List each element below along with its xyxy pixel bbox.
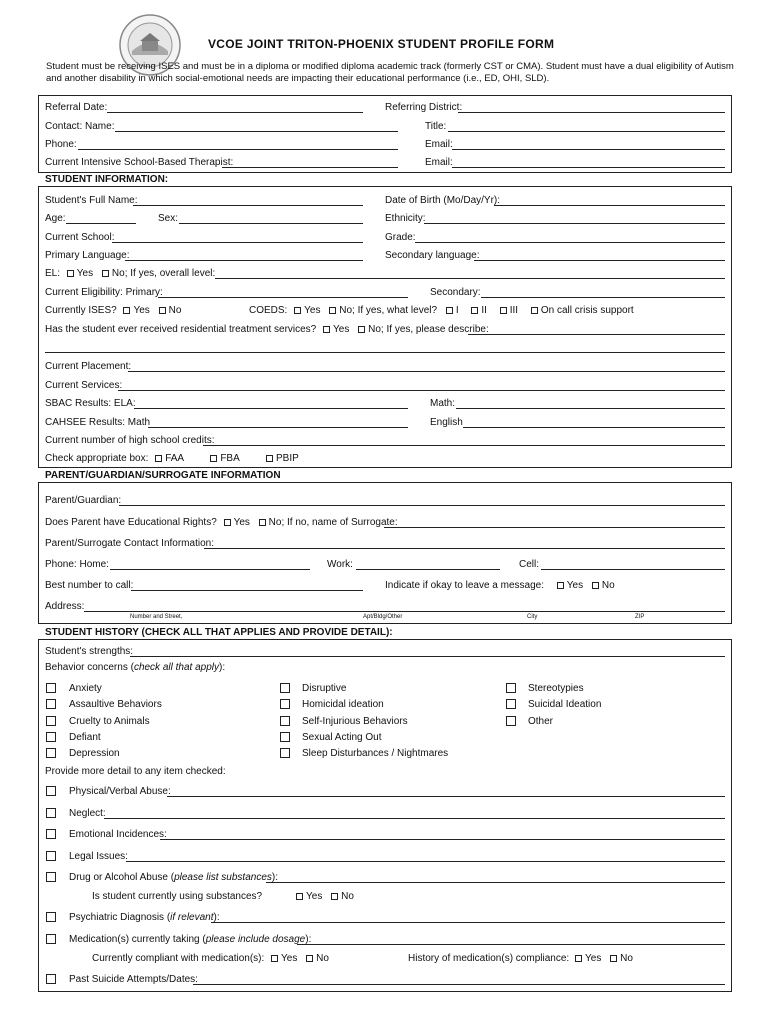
parent-guardian-field[interactable] xyxy=(119,505,725,506)
history-compliance-options xyxy=(575,953,633,965)
leave-message-yes-label: Yes xyxy=(566,580,584,591)
sleep-disturbances-label: Sleep Disturbances / Nightmares xyxy=(302,748,449,759)
suicidal-ideation-checkbox[interactable] xyxy=(506,699,516,709)
other-label: Other xyxy=(528,716,554,727)
cahsee-english-label: English xyxy=(430,417,463,428)
cell-field[interactable] xyxy=(541,569,725,570)
physical-abuse-field[interactable] xyxy=(167,796,725,797)
parent-guardian-label: Parent/Guardian: xyxy=(45,495,122,506)
sexual-acting-out-checkbox[interactable] xyxy=(280,732,290,742)
history-compliance-no-label: No xyxy=(620,953,633,964)
sex-label: Sex: xyxy=(158,213,179,224)
dob-field[interactable] xyxy=(494,205,725,206)
phone-field[interactable] xyxy=(78,149,398,150)
email-field-2[interactable] xyxy=(452,167,725,168)
other-checkbox[interactable] xyxy=(506,716,516,726)
age-label: Age: xyxy=(45,213,66,224)
cruelty-label: Cruelty to Animals xyxy=(69,716,150,727)
coeds-row xyxy=(249,305,634,317)
med-suffix: ): xyxy=(305,934,312,945)
past-suicide-field[interactable] xyxy=(193,984,725,985)
age-field[interactable] xyxy=(66,223,136,224)
therapist-label: Current Intensive School-Based Therapist: xyxy=(45,157,234,168)
residential-no-label: No; If yes, please describe: xyxy=(368,324,489,335)
leave-message-label: Indicate if okay to leave a message: xyxy=(385,580,544,591)
full-name-label: Student's Full Name: xyxy=(45,195,138,206)
leave-message-no-checkbox[interactable] xyxy=(592,582,599,589)
residential-yes-checkbox[interactable] xyxy=(323,326,330,333)
behavior-italic: check all that apply xyxy=(133,662,219,673)
referring-district-field[interactable] xyxy=(458,112,725,113)
el-no-checkbox[interactable] xyxy=(102,270,109,277)
physical-abuse-label: Physical/Verbal Abuse: xyxy=(69,786,171,797)
compliant-label: Currently compliant with medication(s): xyxy=(92,953,265,964)
medication-checkbox[interactable] xyxy=(46,934,56,944)
sbac-ela-field[interactable] xyxy=(134,408,408,409)
contact-title-label: Title: xyxy=(425,121,447,132)
legal-label: Legal Issues: xyxy=(69,851,128,862)
med-prefix: Medication(s) currently taking ( xyxy=(69,934,206,945)
current-placement-field[interactable] xyxy=(128,371,725,372)
parent-box xyxy=(38,482,732,624)
grade-field[interactable] xyxy=(415,242,725,243)
residential-row xyxy=(45,324,489,336)
fba-checkbox[interactable] xyxy=(210,455,217,462)
assaultive-label: Assaultive Behaviors xyxy=(69,699,162,710)
faa-checkbox[interactable] xyxy=(155,455,162,462)
address-zip-caption: ZIP xyxy=(635,614,645,620)
using-substances-no-label: No xyxy=(341,891,354,902)
form-intro: Student must be receiving ISES and must be in a diploma or modified diploma academic track (formerly CST or CMA). Student must have a dual eligibility of Autism and another disability in which social-emotional needs are impacting their educational performance (i.e., ED, OHI, SLD). xyxy=(46,61,734,84)
on-call-checkbox[interactable] xyxy=(531,307,538,314)
self-injurious-label: Self-Injurious Behaviors xyxy=(302,716,408,727)
legal-field[interactable] xyxy=(126,861,725,862)
sex-field[interactable] xyxy=(179,223,363,224)
contact-title-field[interactable] xyxy=(448,131,725,132)
secondary-language-label: Secondary language: xyxy=(385,250,480,261)
stereotypies-checkbox[interactable] xyxy=(506,683,516,693)
cruelty-checkbox[interactable] xyxy=(46,716,56,726)
on-call-label: On call crisis support xyxy=(540,305,634,316)
credits-field[interactable] xyxy=(203,445,725,446)
el-no-label: No; If yes, overall level: xyxy=(111,268,216,279)
emotional-label: Emotional Incidences: xyxy=(69,829,167,840)
address-field[interactable] xyxy=(84,611,725,612)
referral-date-label: Referral Date: xyxy=(45,102,108,113)
current-services-field[interactable] xyxy=(118,390,725,391)
contact-name-label: Contact: Name: xyxy=(45,121,115,132)
psych-suffix: ): xyxy=(213,912,220,923)
credits-label: Current number of high school credits: xyxy=(45,435,215,446)
ethnicity-field[interactable] xyxy=(424,223,725,224)
drug-field[interactable] xyxy=(266,882,725,883)
edu-rights-yes-checkbox[interactable] xyxy=(224,519,231,526)
psych-diagnosis-label xyxy=(69,912,220,924)
contact-info-label: Parent/Surrogate Contact Information: xyxy=(45,538,214,549)
defiant-label: Defiant xyxy=(69,732,101,743)
psych-prefix: Psychiatric Diagnosis ( xyxy=(69,912,171,923)
level-iii-checkbox[interactable] xyxy=(500,307,507,314)
assaultive-checkbox[interactable] xyxy=(46,699,56,709)
behavior-prefix: Behavior concerns ( xyxy=(45,662,134,673)
drug-italic: please list substances xyxy=(174,872,272,883)
coeds-yes-label: Yes xyxy=(304,305,321,316)
using-substances-options xyxy=(296,891,354,903)
currently-ises-label: Currently ISES? xyxy=(45,305,117,316)
drug-suffix: ): xyxy=(271,872,279,883)
history-compliance-label: History of medication(s) compliance: xyxy=(408,953,570,964)
residential-no-checkbox[interactable] xyxy=(358,326,365,333)
history-compliance-yes-label: Yes xyxy=(585,953,602,964)
coeds-no-label: No; If yes, what level? xyxy=(339,305,438,316)
primary-language-label: Primary Language: xyxy=(45,250,130,261)
using-substances-label: Is student currently using substances? xyxy=(92,891,263,902)
sbac-math-field[interactable] xyxy=(456,408,725,409)
el-row xyxy=(45,268,215,280)
work-field[interactable] xyxy=(356,569,500,570)
history-compliance-yes-checkbox[interactable] xyxy=(575,955,582,962)
homicidal-label: Homicidal ideation xyxy=(302,699,384,710)
neglect-field[interactable] xyxy=(104,818,725,819)
parent-header: PARENT/GUARDIAN/SURROGATE INFORMATION xyxy=(45,470,281,481)
self-injurious-checkbox[interactable] xyxy=(280,716,290,726)
drug-checkbox[interactable] xyxy=(46,872,56,882)
med-italic: please include dosage xyxy=(205,934,306,945)
cahsee-math-field[interactable] xyxy=(148,427,408,428)
cahsee-label: CAHSEE Results: Math xyxy=(45,417,151,428)
contact-name-field[interactable] xyxy=(115,131,398,132)
check-box-row xyxy=(45,453,299,465)
ethnicity-label: Ethnicity: xyxy=(385,213,426,224)
neglect-checkbox[interactable] xyxy=(46,808,56,818)
edu-rights-no-checkbox[interactable] xyxy=(259,519,266,526)
residential-describe-field[interactable] xyxy=(468,334,725,335)
el-yes-label: Yes xyxy=(76,268,94,279)
pbip-label: PBIP xyxy=(276,453,299,464)
using-substances-no-checkbox[interactable] xyxy=(331,893,338,900)
drug-label xyxy=(69,872,278,884)
anxiety-checkbox[interactable] xyxy=(46,683,56,693)
coeds-label: COEDS: xyxy=(249,305,288,316)
neglect-label: Neglect: xyxy=(69,808,106,819)
student-info-header: STUDENT INFORMATION: xyxy=(45,174,169,185)
surrogate-field[interactable] xyxy=(384,527,725,528)
compliant-options xyxy=(271,953,329,965)
edu-rights-label: Does Parent have Educational Rights? xyxy=(45,517,217,528)
sbac-label: SBAC Results: ELA: xyxy=(45,398,136,409)
drug-prefix: Drug or Alcohol Abuse ( xyxy=(69,872,175,883)
address-label: Address: xyxy=(45,601,85,612)
primary-language-field[interactable] xyxy=(125,260,363,261)
best-number-field[interactable] xyxy=(131,590,363,591)
anxiety-label: Anxiety xyxy=(69,683,102,694)
compliant-no-checkbox[interactable] xyxy=(306,955,313,962)
level-i-checkbox[interactable] xyxy=(446,307,453,314)
psych-diagnosis-field[interactable] xyxy=(211,922,725,923)
referring-district-label: Referring District: xyxy=(385,102,463,113)
residential-label: Has the student ever received residential treatment services? xyxy=(45,324,317,335)
pbip-checkbox[interactable] xyxy=(266,455,273,462)
level-ii-label: II xyxy=(481,305,487,316)
current-school-field[interactable] xyxy=(112,242,363,243)
using-substances-yes-label: Yes xyxy=(306,891,323,902)
compliant-yes-checkbox[interactable] xyxy=(271,955,278,962)
ises-row xyxy=(45,305,181,317)
dob-label: Date of Birth (Mo/Day/Yr): xyxy=(385,195,501,206)
email-label-1: Email: xyxy=(425,139,453,150)
referral-date-field[interactable] xyxy=(107,112,363,113)
medication-label xyxy=(69,934,311,946)
strengths-field[interactable] xyxy=(130,656,725,657)
secondary-eligibility-field[interactable] xyxy=(481,297,725,298)
leave-message-no-label: No xyxy=(601,580,615,591)
grade-label: Grade: xyxy=(385,232,416,243)
psych-italic: if relevant xyxy=(170,912,214,923)
stereotypies-label: Stereotypies xyxy=(528,683,584,694)
physical-abuse-checkbox[interactable] xyxy=(46,786,56,796)
emotional-field[interactable] xyxy=(160,839,725,840)
suicidal-ideation-label: Suicidal Ideation xyxy=(528,699,602,710)
el-label: EL: xyxy=(45,268,61,279)
faa-label: FAA xyxy=(165,453,184,464)
check-box-label: Check appropriate box: xyxy=(45,453,149,464)
psych-diagnosis-checkbox[interactable] xyxy=(46,912,56,922)
compliant-yes-label: Yes xyxy=(281,953,298,964)
level-iii-label: III xyxy=(509,305,519,316)
ises-yes-checkbox[interactable] xyxy=(123,307,130,314)
strengths-label: Student's strengths: xyxy=(45,646,134,657)
secondary-language-field[interactable] xyxy=(474,260,725,261)
sleep-disturbances-checkbox[interactable] xyxy=(280,748,290,758)
contact-info-field[interactable] xyxy=(204,548,725,549)
depression-checkbox[interactable] xyxy=(46,748,56,758)
current-eligibility-label: Current Eligibility: Primary: xyxy=(45,287,163,298)
el-yes-checkbox[interactable] xyxy=(67,270,74,277)
current-eligibility-field[interactable] xyxy=(158,297,408,298)
depression-label: Depression xyxy=(69,748,120,759)
form-title: VCOE JOINT TRITON-PHOENIX STUDENT PROFILE FORM xyxy=(208,37,555,51)
email-label-2: Email: xyxy=(425,157,453,168)
current-placement-label: Current Placement: xyxy=(45,361,132,372)
medication-field[interactable] xyxy=(297,944,725,945)
homicidal-checkbox[interactable] xyxy=(280,699,290,709)
emotional-checkbox[interactable] xyxy=(46,829,56,839)
edu-rights-row xyxy=(45,517,398,529)
history-compliance-no-checkbox[interactable] xyxy=(610,955,617,962)
secondary-eligibility-label: Secondary: xyxy=(430,287,481,298)
coeds-no-checkbox[interactable] xyxy=(329,307,336,314)
surrogate-label: No; If no, name of Surrogate: xyxy=(268,517,398,528)
ises-no-label: No xyxy=(168,305,182,316)
compliant-no-label: No xyxy=(316,953,329,964)
el-level-field[interactable] xyxy=(215,278,725,279)
detail-label: Provide more detail to any item checked: xyxy=(45,766,226,777)
phone-home-field[interactable] xyxy=(110,569,310,570)
cahsee-english-field[interactable] xyxy=(463,427,725,428)
past-suicide-label: Past Suicide Attempts/Dates: xyxy=(69,974,198,985)
email-field-1[interactable] xyxy=(452,149,725,150)
leave-message-yes-checkbox[interactable] xyxy=(557,582,564,589)
cell-label: Cell: xyxy=(519,559,540,570)
behavior-suffix: ): xyxy=(219,662,226,673)
residential-yes-label: Yes xyxy=(333,324,350,335)
sbac-math-label: Math: xyxy=(430,398,456,409)
legal-checkbox[interactable] xyxy=(46,851,56,861)
work-label: Work: xyxy=(327,559,353,570)
full-name-field[interactable] xyxy=(133,205,363,206)
current-services-label: Current Services: xyxy=(45,380,123,391)
address-apt-caption: Apt/Bldg/Other xyxy=(363,614,403,620)
level-i-label: I xyxy=(455,305,459,316)
therapist-field[interactable] xyxy=(222,167,398,168)
using-substances-yes-checkbox[interactable] xyxy=(296,893,303,900)
sexual-acting-out-label: Sexual Acting Out xyxy=(302,732,382,743)
phone-home-label: Phone: Home: xyxy=(45,559,109,570)
ises-yes-label: Yes xyxy=(133,305,150,316)
edu-rights-yes-label: Yes xyxy=(233,517,250,528)
coeds-yes-checkbox[interactable] xyxy=(294,307,301,314)
best-number-label: Best number to call: xyxy=(45,580,134,591)
phone-label: Phone: xyxy=(45,139,77,150)
leave-message-row xyxy=(385,580,615,592)
behavior-concerns-label xyxy=(45,662,225,674)
history-header: STUDENT HISTORY (CHECK ALL THAT APPLIES AND PROVIDE DETAIL): xyxy=(45,627,393,638)
defiant-checkbox[interactable] xyxy=(46,732,56,742)
address-street-caption: Number and Street, xyxy=(130,614,183,620)
residential-describe-field-2[interactable] xyxy=(45,352,725,353)
past-suicide-checkbox[interactable] xyxy=(46,974,56,984)
disruptive-checkbox[interactable] xyxy=(280,683,290,693)
fba-label: FBA xyxy=(220,453,240,464)
disruptive-label: Disruptive xyxy=(302,683,347,694)
address-city-caption: City xyxy=(527,614,538,620)
ises-no-checkbox[interactable] xyxy=(159,307,166,314)
level-ii-checkbox[interactable] xyxy=(471,307,478,314)
current-school-label: Current School: xyxy=(45,232,115,243)
